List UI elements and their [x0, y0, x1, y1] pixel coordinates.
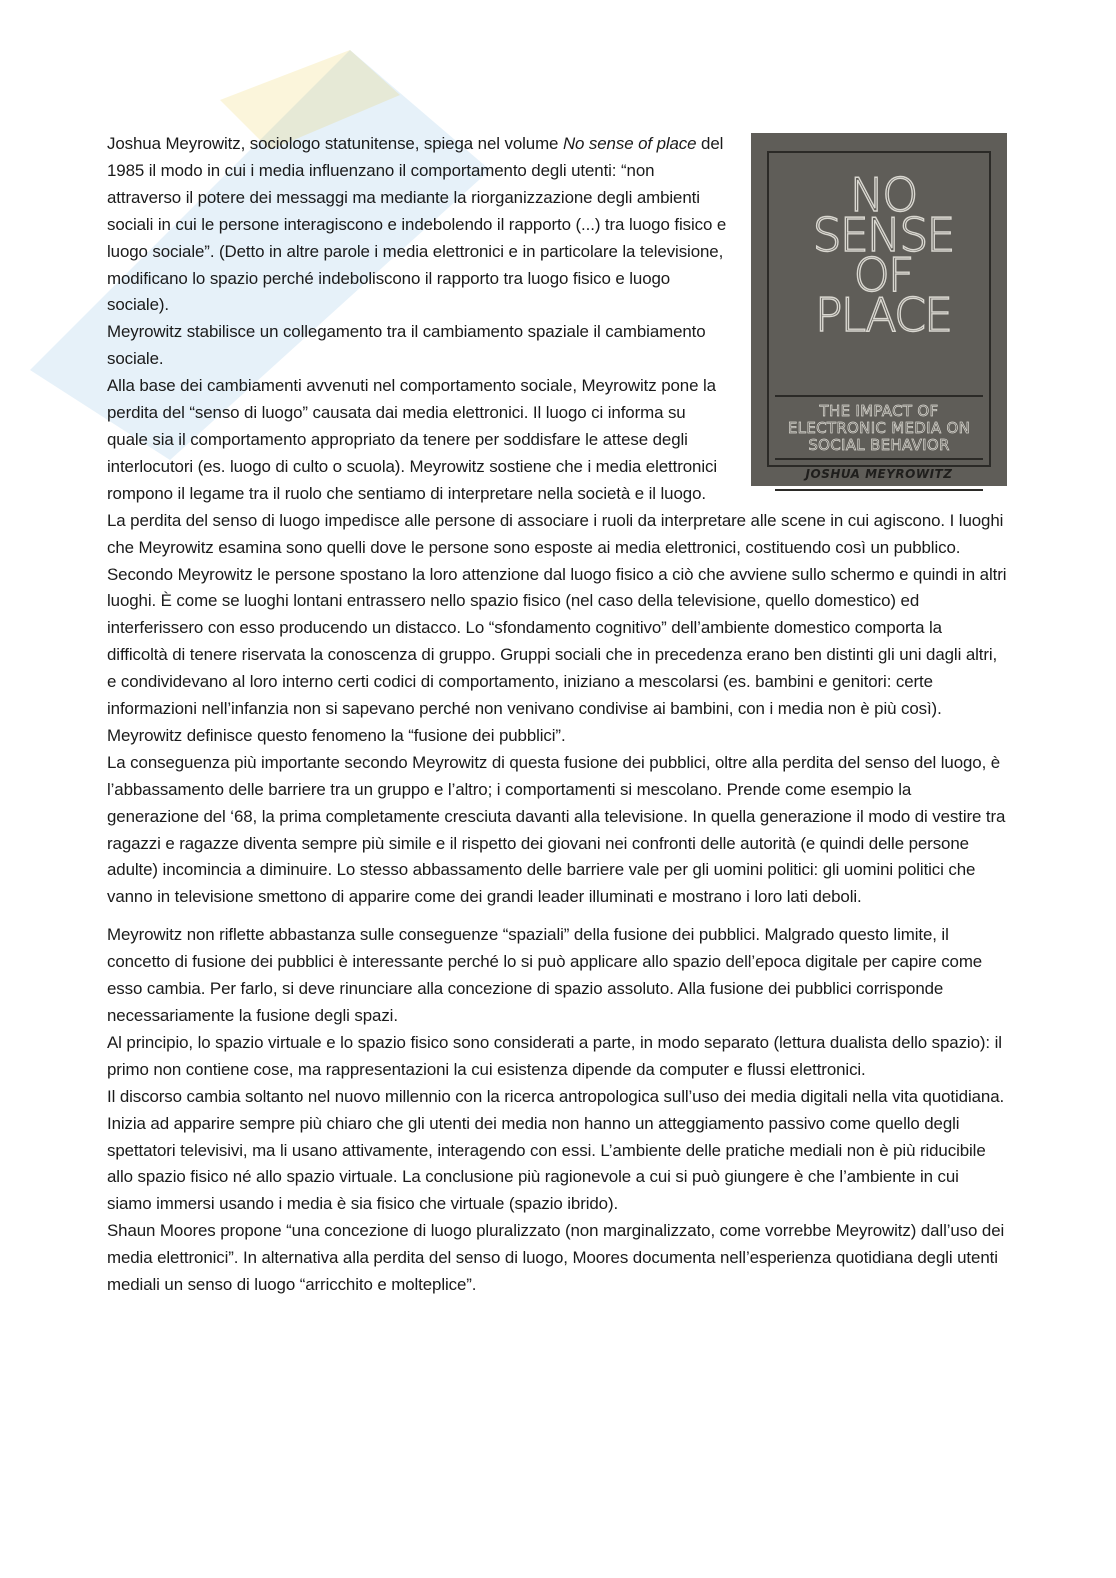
paragraph: La conseguenza più importante secondo Meyrowitz di questa fusione dei pubblici, oltre alla perdita del senso del luogo, è l’abbassamento delle barriere tra un gruppo e l’altro; i comportamenti si mescolano. Prende come esempio la generazione del ‘68, la prima completamente cresciuta davanti alla televisione. In quella generazione il modo di vestire tra ragazzi e ragazze diventa sempre più simile e il rispetto dei giovani nei confronti delle autorità (e quindi delle persone adulte) incomincia a diminuire. Lo stesso abbassamento delle barriere vale per gli uomini politici: gli uomini politici che vanno in televisione smettono di apparire come dei grandi leader illuminati e mostrano i loro lati deboli.: [107, 752, 1006, 907]
paragraph-gap: [107, 911, 1007, 922]
book-cover-subtitle: THE IMPACT OF ELECTRONIC MEDIA ON SOCIAL BEHAVIOR: [787, 402, 971, 454]
paragraph: Meyrowitz stabilisce un collegamento tra il cambiamento spaziale il cambiamento sociale.: [107, 322, 706, 369]
book-cover-author: JOSHUA MEYROWITZ: [775, 458, 983, 491]
paragraph: Al principio, lo spazio virtuale e lo spazio fisico sono considerati a parte, in modo separato (lettura dualista dello spazio): il primo non contiene cose, ma rappresentazioni la cui esistenza dipende da computer e flussi elettronici.: [107, 1032, 1002, 1079]
book-cover-title: NO SENSE OF PLACE: [812, 168, 954, 342]
paragraph: Il discorso cambia soltanto nel nuovo millennio con la ricerca antropologica sull’uso dei media digitali nella vita quotidiana. Inizia ad apparire sempre più chiaro che gli utenti dei media non hanno un atteggiamento passivo come quello degli spettatori televisivi, ma li usano attivamente, interagendo con essi. L’ambiente delle pratiche mediali non è più riducibile allo spazio fisico né allo spazio virtuale. La conclusione più ragionevole a cui si può giungere è che l’ambiente in cui siamo immersi usando i media è sia fisico che virtuale (spazio ibrido).: [107, 1086, 1005, 1214]
paragraph: Alla base dei cambiamenti avvenuti nel comportamento sociale, Meyrowitz pone la perdita del “senso di luogo” causata dai media elettronici. Il luogo ci informa su quale sia il comportamento appropriato da tenere per soddisfare le attese degli interlocutori (es. luogo di culto o scuola). Meyrowitz sostiene che i media elettronici rompono il legame tra il ruolo che sentiamo di interpretare nella società e il luogo. La perdita del senso di luogo impedisce alle persone di associare i ruoli da interpretare alle scene in cui agiscono. I luoghi che Meyrowitz esamina sono quelli dove le persone sono esposte ai media elettronici, costituendo così un pubblico.: [107, 376, 1004, 557]
paragraph: Secondo Meyrowitz le persone spostano la loro attenzione dal luogo fisico a ciò che avviene sullo schermo e quindi in altri luoghi. È come se luoghi lontani entrassero nello spazio fisico (nel caso della televisione, quello domestico) ed interferissero con esso producendo un distacco. Lo “sfondamento cognitivo” dell’ambiente domestico comporta la difficoltà di tenere riservata la conoscenza di gruppo. Gruppi sociali che in precedenza erano ben distinti gli uni dagli altri, e condividevano al loro interno certi codici di comportamento, iniziano a mescolarsi (es. bambini e genitori: certe informazioni nell’infanzia non si sapevano perché non venivano condivise ai bambini, con i media non è più così). Meyrowitz definisce questo fenomeno la “fusione dei pubblici”.: [107, 564, 1007, 745]
document-body: [107, 131, 1007, 1299]
book-cover-image: [751, 133, 1007, 486]
book-title: No sense of place: [562, 134, 697, 153]
paragraph: Joshua Meyrowitz, sociologo statunitense, spiega nel volume No sense of place del 1985 il modo in cui i media influenzano il comportamento degli utenti: “non attraverso il potere dei messaggi ma mediante la riorganizzazione degli ambienti sociali in cui le persone interagiscono e indebolendo il rapporto (...) tra luogo fisico e luogo sociale”. (Detto in altre parole i media elettronici e in particolare la televisione, modificano lo spazio perché indeboliscono il rapporto tra luogo fisico e luogo sociale).: [107, 134, 727, 315]
paragraph: Shaun Moores propone “una concezione di luogo pluralizzato (non marginalizzato, come vorrebbe Meyrowitz) dall’uso dei media elettronici”. In alternativa alla perdita del senso di luogo, Moores documenta nell’esperienza quotidiana degli utenti mediali un senso di luogo “arricchito e molteplice”.: [107, 1221, 1005, 1295]
paragraph: Meyrowitz non riflette abbastanza sulle conseguenze “spaziali” della fusione dei pubblici. Malgrado questo limite, il concetto di fusione dei pubblici è interessante perché lo si può applicare allo spazio dell’epoca digitale per capire come esso cambia. Per farlo, si deve rinunciare alla concezione di spazio assoluto. Alla fusione dei pubblici corrisponde necessariamente la fusione degli spazi.: [107, 925, 983, 1025]
